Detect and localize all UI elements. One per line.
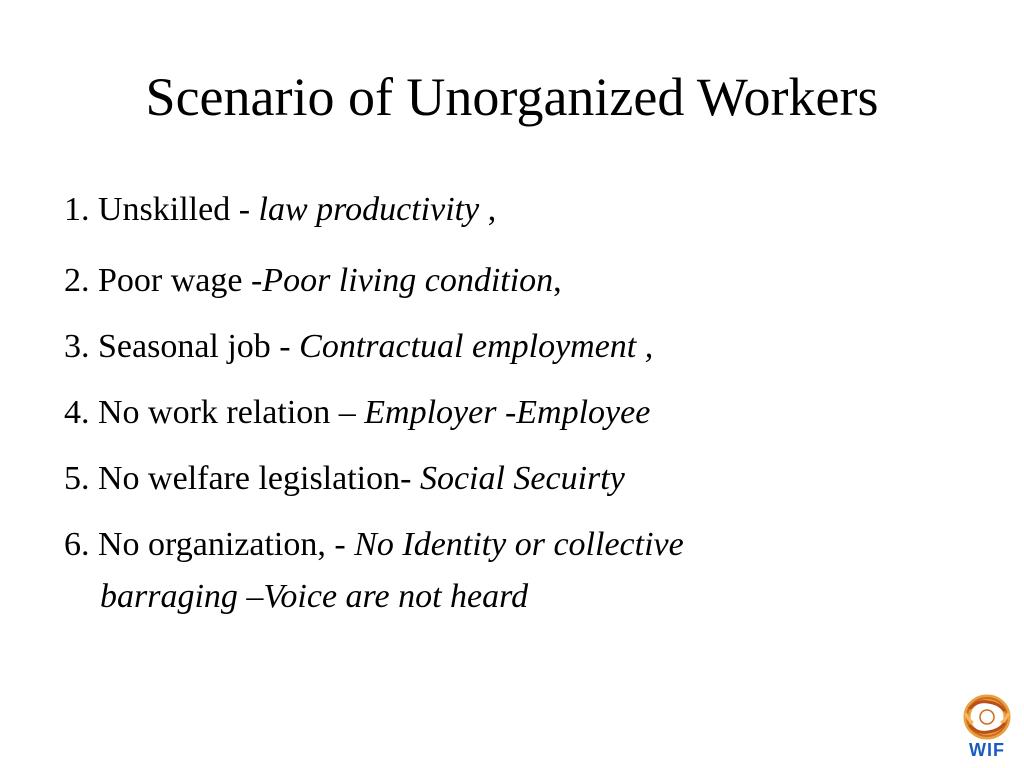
list-item: [64, 519, 964, 571]
item-emphasis: barraging –Voice are not heard: [100, 578, 529, 615]
item-emphasis: Poor living condition: [262, 262, 554, 299]
item-lead: 2. Poor wage -: [64, 262, 263, 299]
list-item: [64, 387, 964, 439]
item-emphasis: No Identity or collective: [354, 526, 684, 563]
item-lead: 4. No work relation –: [64, 394, 365, 431]
item-emphasis: Social Secuirty: [419, 460, 625, 497]
logo-text: WIF: [969, 740, 1005, 760]
item-emphasis: Employer -Employee: [364, 394, 651, 431]
list-item: [64, 255, 964, 307]
item-tail: ,: [479, 191, 497, 228]
item-emphasis: Contractual employment ,: [299, 328, 654, 365]
item-lead: 1. Unskilled -: [64, 191, 259, 228]
joined-hands-circle-icon: [958, 694, 1016, 740]
slide-title: Scenario of Unorganized Workers: [145, 67, 879, 127]
list-item: [64, 321, 964, 373]
list-item: [64, 184, 964, 236]
list-item-continuation: [100, 571, 528, 623]
item-emphasis: law productivity: [258, 191, 480, 228]
item-lead: 6. No organization, -: [64, 526, 355, 563]
item-lead: 5. No welfare legislation-: [64, 460, 420, 497]
list-item: [64, 453, 964, 505]
item-lead: 3. Seasonal job -: [64, 328, 300, 365]
wif-logo: [958, 694, 1016, 764]
item-tail: ,: [553, 262, 562, 299]
